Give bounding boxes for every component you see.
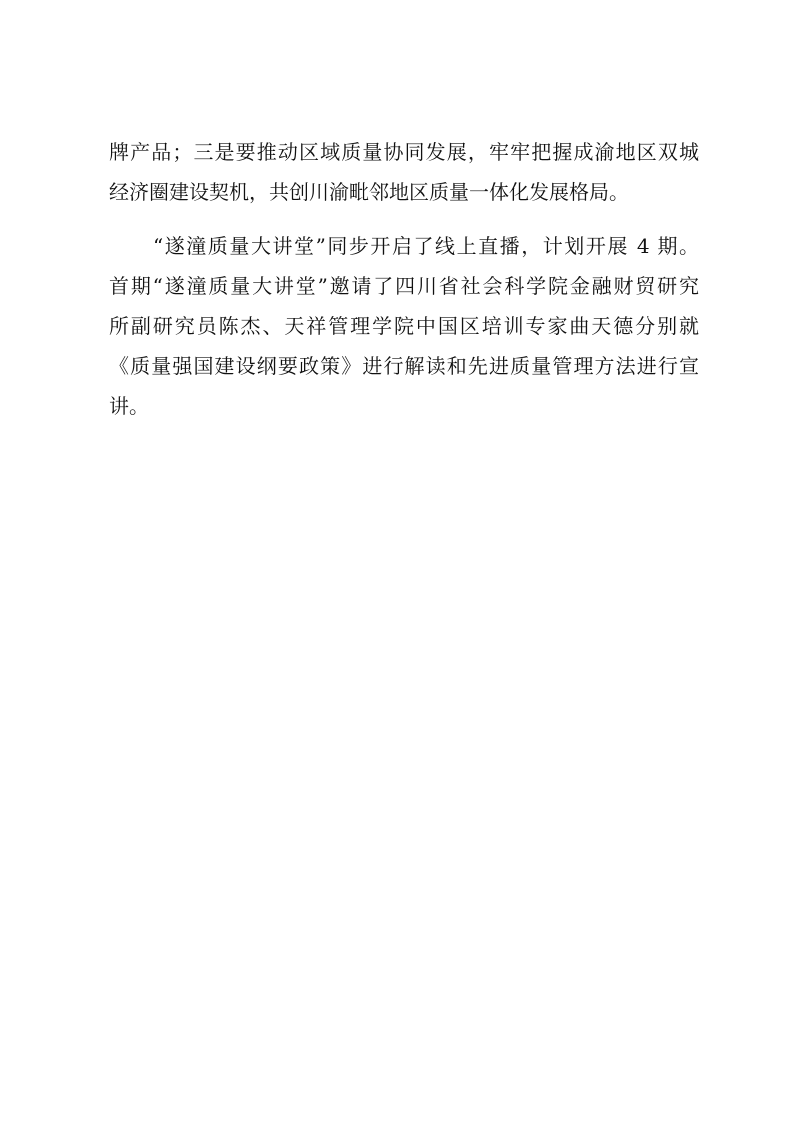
paragraph-spacing xyxy=(109,212,699,226)
text-line: “遂潼质量大讲堂”同步开启了线上直播，计划开展 4 期。 xyxy=(153,234,699,258)
text-line: 讲。 xyxy=(109,394,149,418)
paragraph-lecture-hall xyxy=(109,226,699,426)
paragraph-continuation xyxy=(109,132,699,212)
document-body xyxy=(109,132,699,426)
text-line: 所副研究员陈杰、天祥管理学院中国区培训专家曲天德分别就 xyxy=(109,314,699,338)
text-line: 经济圈建设契机，共创川渝毗邻地区质量一体化发展格局。 xyxy=(109,180,629,204)
text-line: 首期“遂潼质量大讲堂”邀请了四川省社会科学院金融财贸研究 xyxy=(109,274,699,298)
text-line: 牌产品；三是要推动区域质量协同发展，牢牢把握成渝地区双城 xyxy=(109,140,699,164)
text-line: 《质量强国建设纲要政策》进行解读和先进质量管理方法进行宣 xyxy=(109,354,699,378)
